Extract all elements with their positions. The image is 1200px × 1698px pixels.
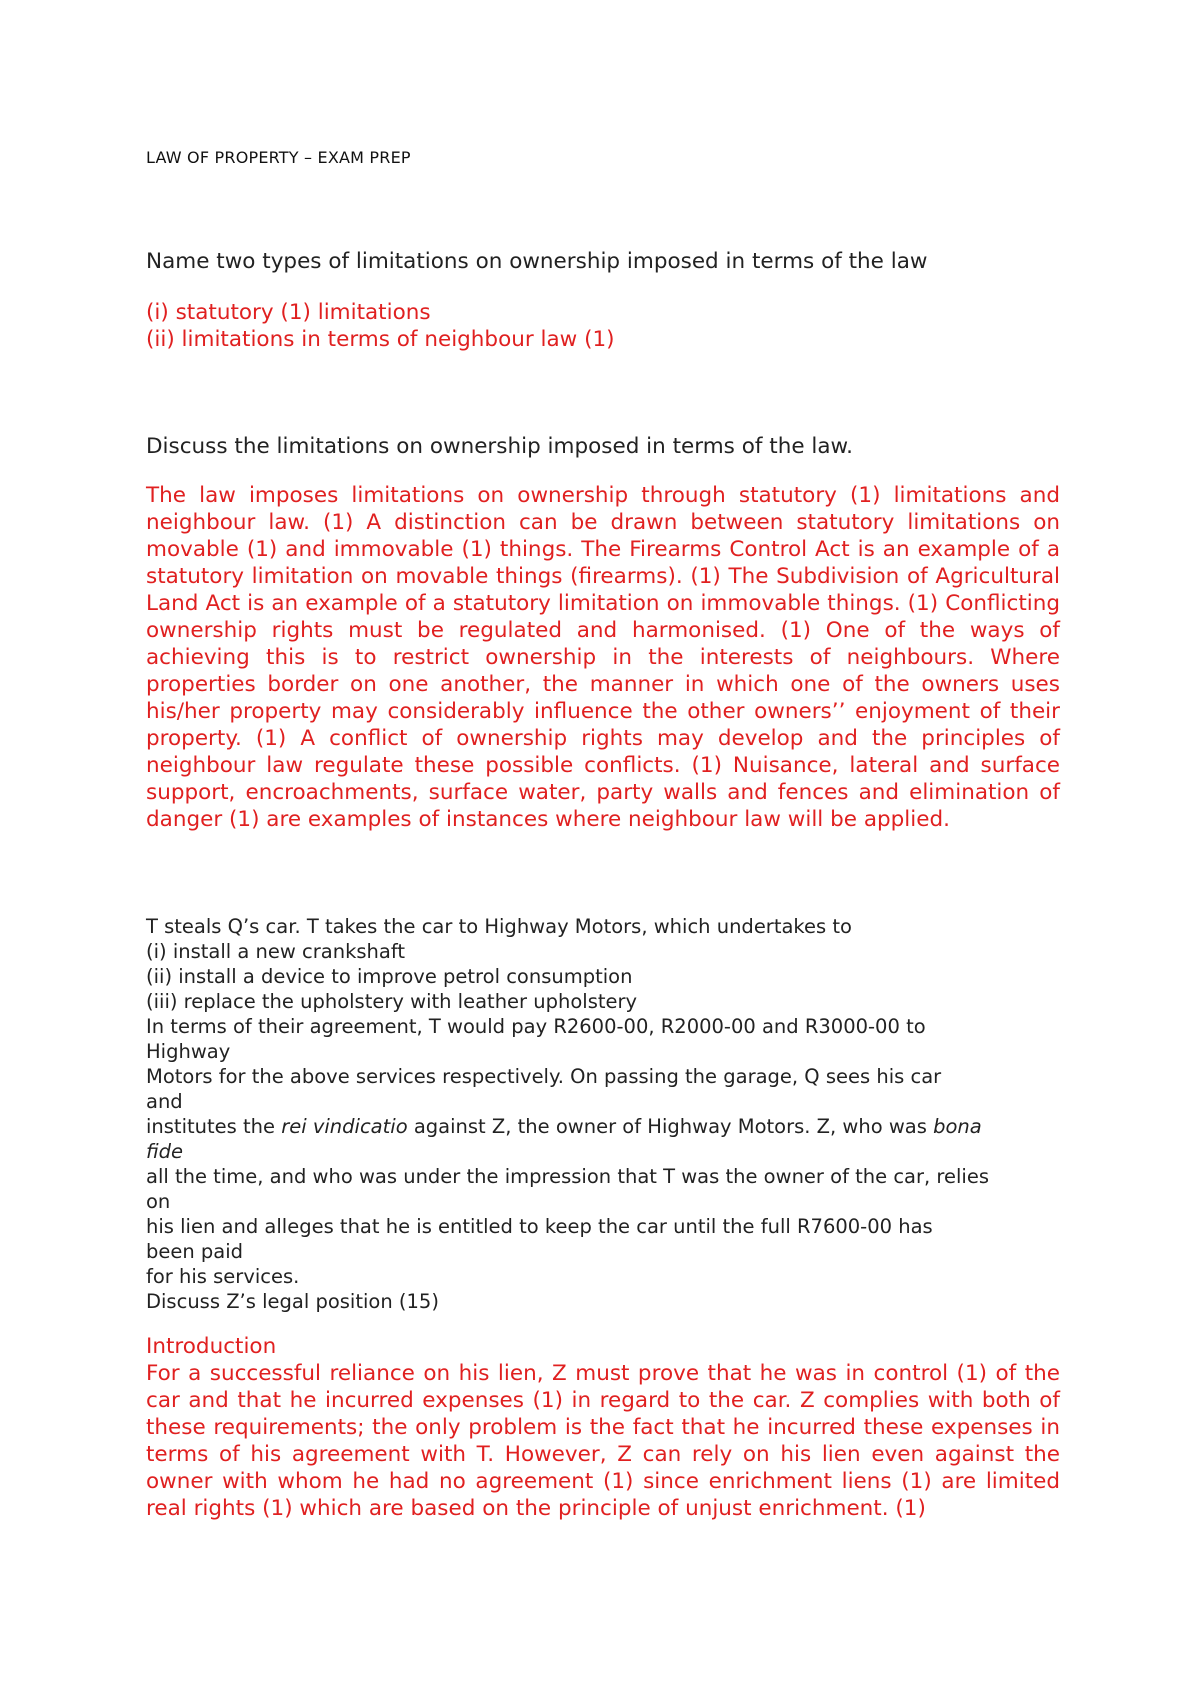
answer-3-heading: Introduction [146, 1334, 277, 1359]
question-3-line: In terms of their agreement, T would pay R2600-00, R2000-00 and R3000-00 to [146, 1015, 926, 1038]
answer-1-item: (i) statutory (1) limitations [146, 300, 431, 325]
question-3-line: (i) install a new crankshaft [146, 940, 406, 963]
question-3-line: (iii) replace the upholstery with leather upholstery [146, 990, 638, 1013]
question-3-line: Highway [146, 1040, 231, 1063]
question-3-line: his lien and alleges that he is entitled to keep the car until the full R7600-00 has [146, 1215, 933, 1238]
question-3-line: for his services. [146, 1265, 300, 1288]
question-1: Name two types of limitations on ownership imposed in terms of the law [146, 249, 928, 274]
text-run: institutes the [146, 1115, 282, 1138]
question-3-line: Motors for the above services respectively. On passing the garage, Q sees his car [146, 1065, 942, 1088]
question-3-line: Discuss Z’s legal position (15) [146, 1290, 439, 1313]
document-title: LAW OF PROPERTY – EXAM PREP [146, 148, 411, 167]
italic-term: fide [146, 1140, 183, 1163]
answer-3: For a successful reliance on his lien, Z must prove that he was in control (1) of the car and that he incurred expenses (1) in regard to the car. Z complies with both of these requirements; the only problem is the fact that he incurred these expenses in terms of his agreement with T. However, Z can rely on his lien even against the owner with whom he had no agreement (1) since enrichment liens (1) are limited real rights (1) which are based on the principle of unjust enrichment. (1) [146, 1361, 1060, 1521]
question-3-line [146, 1139, 1060, 1164]
answer-1-item: (ii) limitations in terms of neighbour law (1) [146, 327, 615, 352]
italic-term: rei vindicatio [281, 1115, 408, 1138]
question-3-line [146, 1114, 1060, 1139]
question-2: Discuss the limitations on ownership imposed in terms of the law. [146, 434, 853, 459]
text-run: against Z, the owner of Highway Motors. Z, who was [407, 1115, 934, 1138]
question-3 [146, 914, 1060, 1314]
italic-term: bona [933, 1115, 982, 1138]
question-3-line: T steals Q’s car. T takes the car to Highway Motors, which undertakes to [146, 915, 852, 938]
question-3-line: on [146, 1190, 171, 1213]
question-3-line: and [146, 1090, 183, 1113]
answer-1 [146, 299, 615, 353]
question-3-line: (ii) install a device to improve petrol consumption [146, 965, 633, 988]
question-3-line: been paid [146, 1240, 244, 1263]
question-3-line: all the time, and who was under the impression that T was the owner of the car, relies [146, 1165, 989, 1188]
answer-2: The law imposes limitations on ownership through statutory (1) limitations and neighbour law. (1) A distinction can be drawn between statutory limitations on movable (1) and immovable (1) things. The Firearms Control Act is an example of a statutory limitation on movable things (firearms). (1) The Subdivision of Agricultural Land Act is an example of a statutory limitation on immovable things. (1) Conflicting ownership rights must be regulated and harmonised. (1) One of the ways of achieving this is to restrict ownership in the interests of neighbours. Where properties border on one another, the manner in which one of the owners uses his/her property may considerably influence the other owners’’ enjoyment of their property. (1) A conflict of ownership rights may develop and the principles of neighbour law regulate these possible conflicts. (1) Nuisance, lateral and surface support, encroachments, surface water, party walls and fences and elimination of danger (1) are examples of instances where neighbour law will be applied. [146, 483, 1060, 832]
